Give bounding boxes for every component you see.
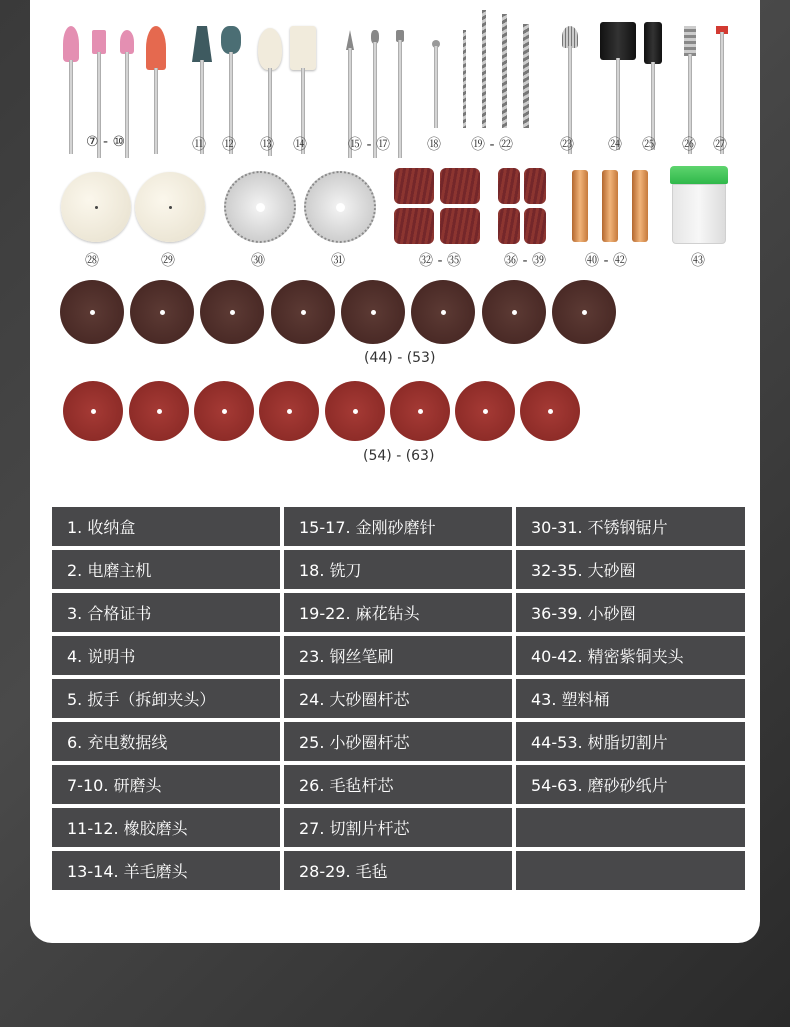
table-cell: 26. 毛毡杆芯 — [284, 765, 512, 804]
label-23: ㉓ — [560, 137, 574, 153]
table-cell: 3. 合格证书 — [52, 593, 280, 632]
label-44-53: (44) - (53) — [364, 350, 436, 366]
table-cell: 54-63. 磨砂砂纸片 — [516, 765, 745, 804]
table-cell: 24. 大砂圈杆芯 — [284, 679, 512, 718]
felt-disc-icon — [135, 172, 205, 242]
label-29: ㉙ — [161, 253, 175, 269]
label-32-35: ㉜ - ㉟ — [419, 253, 461, 269]
sanding-paper-disc-icon — [63, 381, 123, 441]
label-40-42: ㊵ - ㊷ — [585, 253, 627, 269]
large-sanding-band-icon — [394, 208, 434, 244]
resin-cutting-disc-icon — [552, 280, 616, 344]
sanding-paper-disc-icon — [520, 381, 580, 441]
large-sanding-band-icon — [440, 168, 480, 204]
sanding-paper-disc-icon — [390, 381, 450, 441]
sanding-paper-disc-icon — [129, 381, 189, 441]
large-sanding-band-icon — [440, 208, 480, 244]
table-cell: 32-35. 大砂圈 — [516, 550, 745, 589]
table-cell: 5. 扳手（拆卸夹头） — [52, 679, 280, 718]
label-13: ⑬ — [260, 137, 274, 153]
resin-cutting-disc-icon — [341, 280, 405, 344]
copper-collet-icon — [632, 170, 648, 242]
table-cell: 28-29. 毛毡 — [284, 851, 512, 890]
small-sanding-band-icon — [498, 168, 520, 204]
resin-cutting-disc-icon — [200, 280, 264, 344]
table-cell: 11-12. 橡胶磨头 — [52, 808, 280, 847]
table-cell: 1. 收纳盒 — [52, 507, 280, 546]
table-cell: 18. 铣刀 — [284, 550, 512, 589]
table-cell: 6. 充电数据线 — [52, 722, 280, 761]
resin-cutting-disc-icon — [60, 280, 124, 344]
table-cell: 30-31. 不锈钢锯片 — [516, 507, 745, 546]
resin-cutting-disc-icon — [130, 280, 194, 344]
table-cell: 4. 说明书 — [52, 636, 280, 675]
sanding-paper-disc-icon — [194, 381, 254, 441]
resin-cutting-disc-icon — [411, 280, 475, 344]
resin-cutting-disc-icon — [482, 280, 546, 344]
table-cell — [516, 808, 745, 847]
small-sanding-band-icon — [524, 208, 546, 244]
label-11: ⑪ — [192, 137, 206, 153]
table-cell: 23. 钢丝笔刷 — [284, 636, 512, 675]
table-cell: 7-10. 研磨头 — [52, 765, 280, 804]
label-12: ⑫ — [222, 137, 236, 153]
large-sanding-band-icon — [394, 168, 434, 204]
label-19-22: ⑲ - ㉒ — [471, 137, 513, 153]
saw-blade-icon — [304, 171, 376, 243]
table-cell: 44-53. 树脂切割片 — [516, 722, 745, 761]
label-31: ㉛ — [331, 253, 345, 269]
sanding-paper-disc-icon — [455, 381, 515, 441]
label-28: ㉘ — [85, 253, 99, 269]
table-cell: 19-22. 麻花钻头 — [284, 593, 512, 632]
label-26: ㉖ — [682, 137, 696, 153]
table-cell: 15-17. 金刚砂磨针 — [284, 507, 512, 546]
parts-table — [52, 507, 745, 890]
label-18: ⑱ — [427, 137, 441, 153]
table-cell: 40-42. 精密紫铜夹头 — [516, 636, 745, 675]
felt-disc-icon — [61, 172, 131, 242]
label-15-17: ⑮ - ⑰ — [348, 137, 390, 153]
sanding-paper-disc-icon — [325, 381, 385, 441]
label-7-10: ⑦ - ⑩ — [86, 134, 126, 150]
sanding-paper-disc-icon — [259, 381, 319, 441]
table-cell: 27. 切割片杆芯 — [284, 808, 512, 847]
copper-collet-icon — [602, 170, 618, 242]
label-24: ㉔ — [608, 137, 622, 153]
table-cell: 43. 塑料桶 — [516, 679, 745, 718]
table-cell: 13-14. 羊毛磨头 — [52, 851, 280, 890]
label-54-63: (54) - (63) — [363, 448, 435, 464]
table-cell: 2. 电磨主机 — [52, 550, 280, 589]
copper-collet-icon — [572, 170, 588, 242]
table-cell — [516, 851, 745, 890]
label-25: ㉕ — [642, 137, 656, 153]
table-cell: 36-39. 小砂圈 — [516, 593, 745, 632]
label-14: ⑭ — [293, 137, 307, 153]
small-sanding-band-icon — [524, 168, 546, 204]
plastic-container-icon — [670, 166, 728, 244]
label-30: ㉚ — [251, 253, 265, 269]
table-cell: 25. 小砂圈杆芯 — [284, 722, 512, 761]
saw-blade-icon — [224, 171, 296, 243]
small-sanding-band-icon — [498, 208, 520, 244]
resin-cutting-disc-icon — [271, 280, 335, 344]
label-27: ㉗ — [713, 137, 727, 153]
label-36-39: ㊱ - ㊴ — [504, 253, 546, 269]
label-43: ㊸ — [691, 253, 705, 269]
